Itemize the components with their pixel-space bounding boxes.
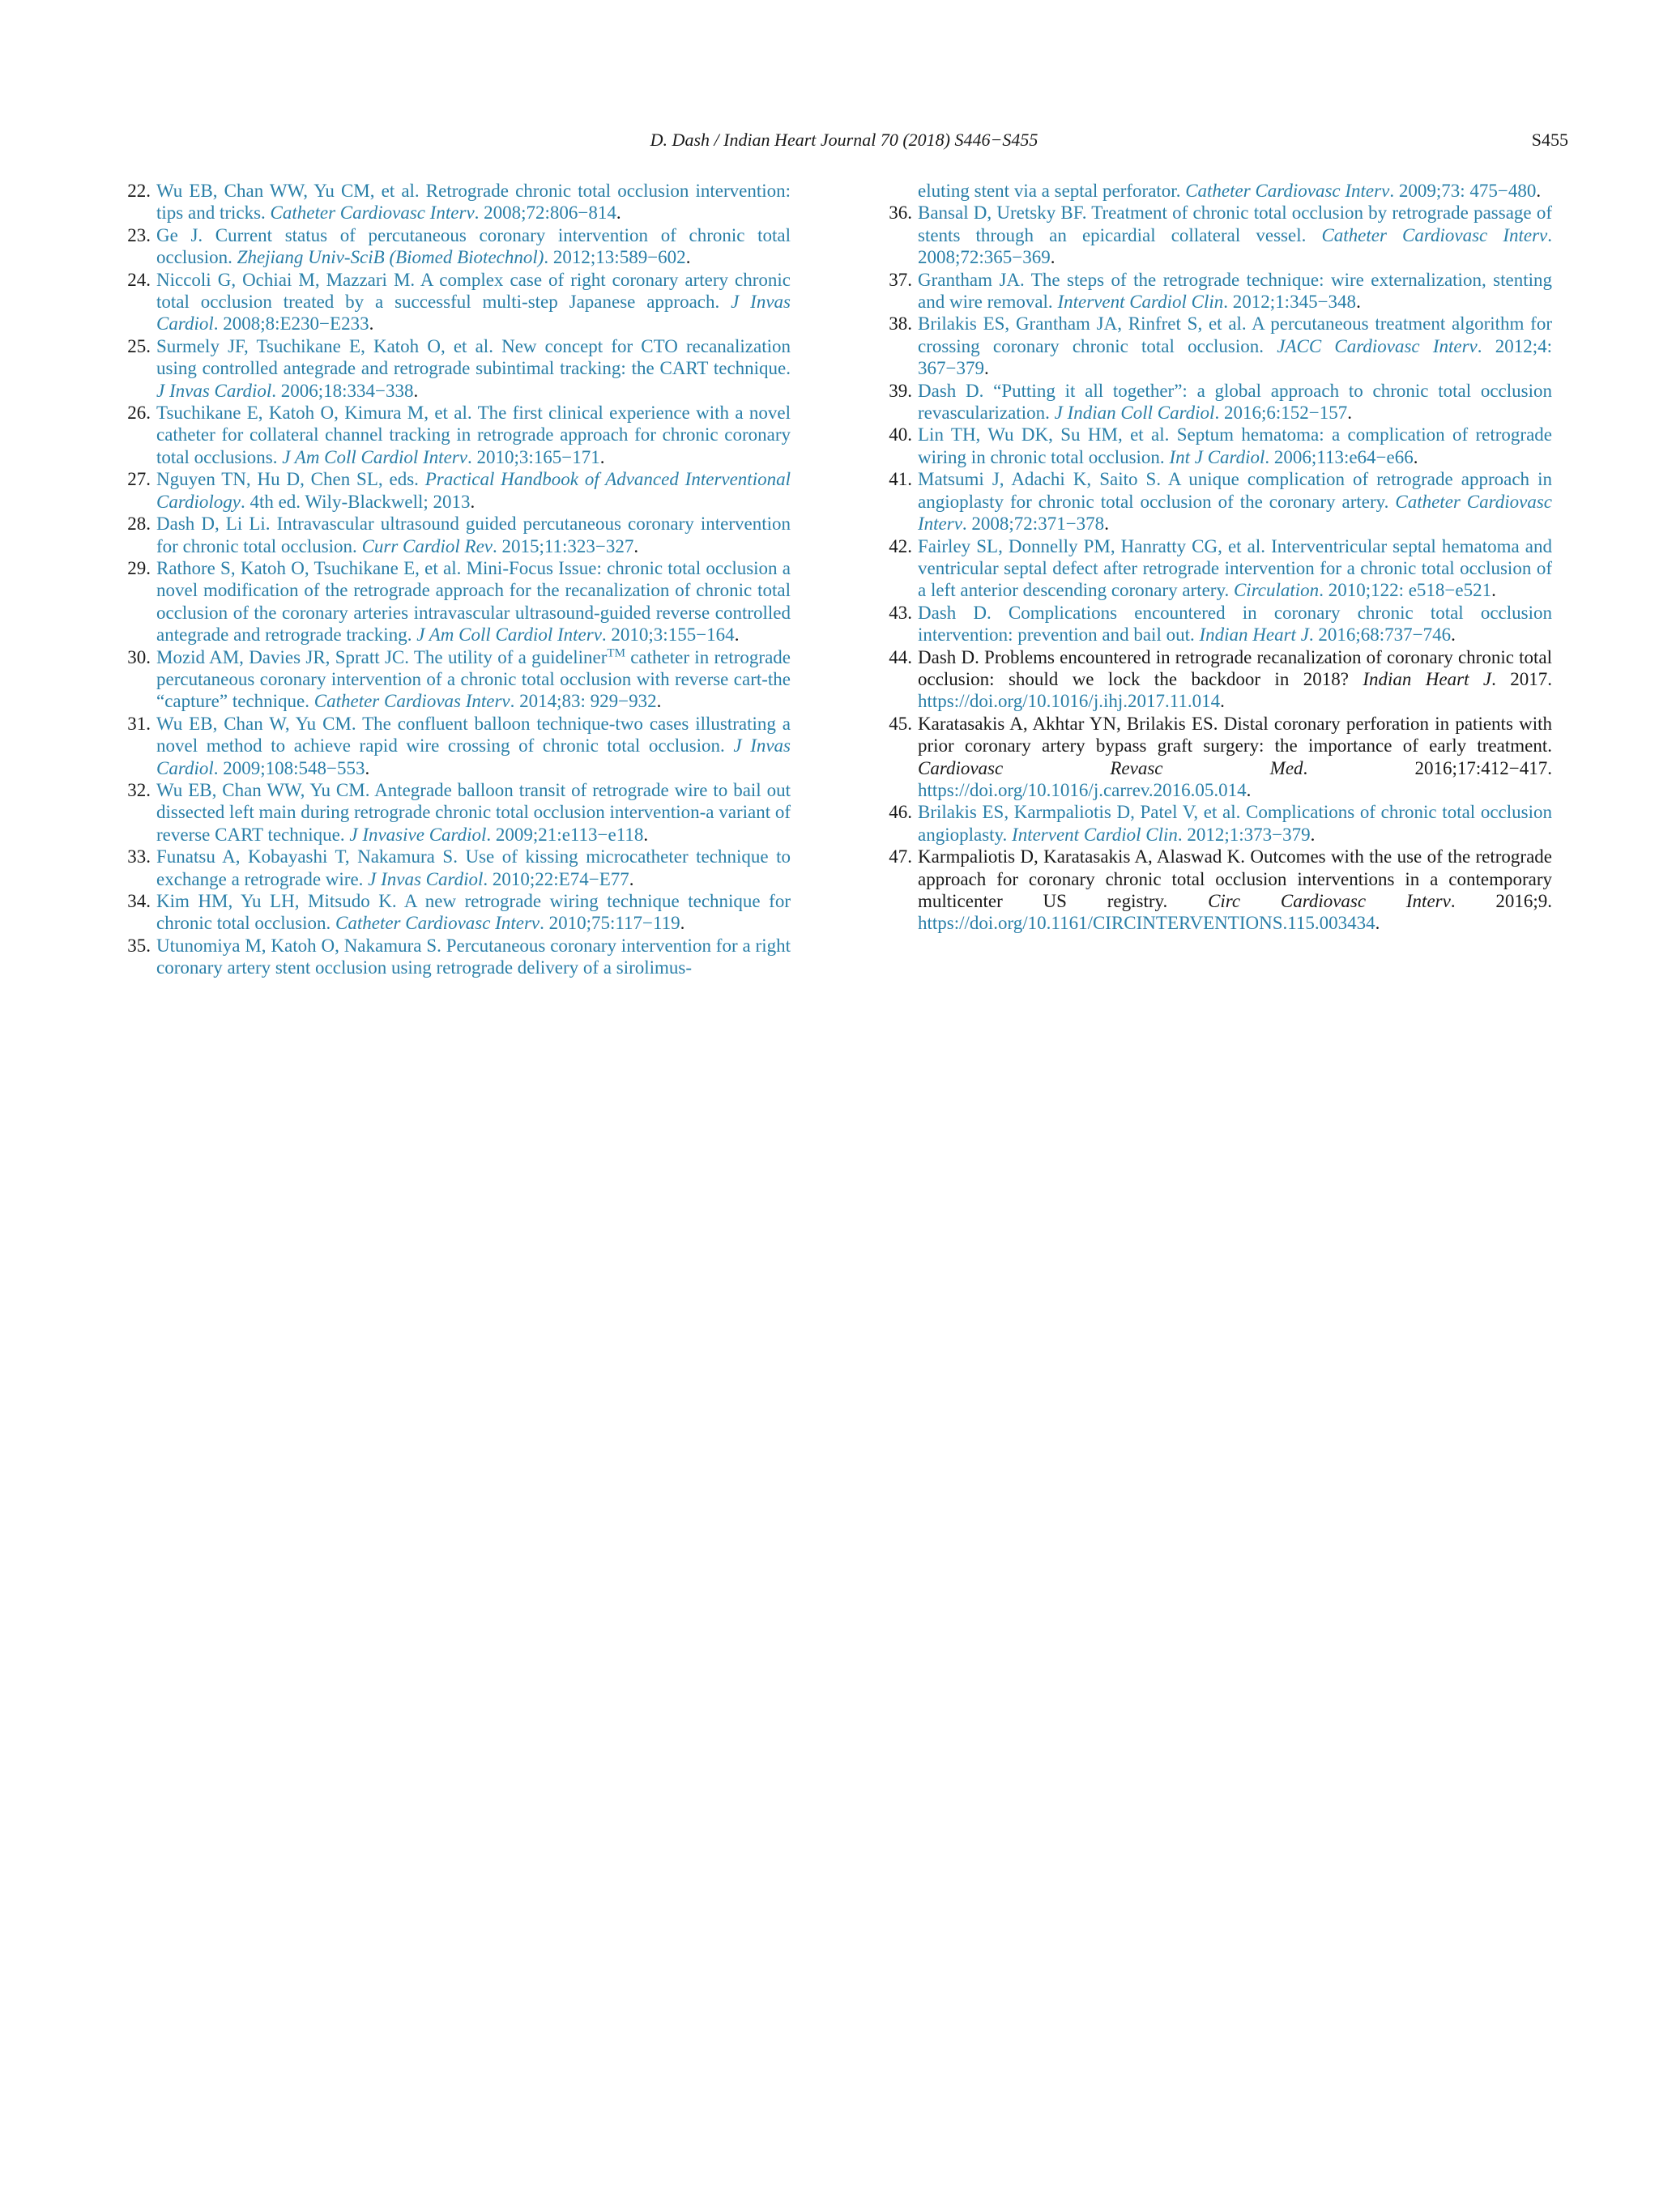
references-left-column: [120, 180, 791, 979]
reference-link-text[interactable]: . 2016;6:152−157: [1214, 403, 1348, 424]
reference-link-text[interactable]: . 2006;18:334−338: [271, 380, 414, 401]
reference-text: .: [599, 446, 605, 467]
reference-item: [881, 180, 1552, 202]
reference-number: 46.: [889, 802, 912, 823]
reference-link-text[interactable]: Catheter Cardiovasc Interv: [270, 202, 475, 224]
reference-link-text[interactable]: J Invas Cardiol: [368, 868, 484, 889]
reference-number: 27.: [127, 469, 151, 490]
reference-text: .: [1050, 247, 1056, 268]
reference-text: .: [1451, 624, 1456, 646]
reference-link-text[interactable]: . 2008;72:365−369: [918, 224, 1552, 268]
reference-link-text[interactable]: Indian Heart J: [1199, 624, 1309, 646]
reference-link-text[interactable]: . 2015;11:323−327: [493, 535, 634, 556]
reference-link-text[interactable]: Curr Cardiol Rev: [361, 535, 493, 556]
reference-number: 40.: [889, 424, 912, 445]
reference-link-text[interactable]: Ge J. Current status of percutaneous coronary intervention of chronic total occlusion.: [156, 224, 791, 268]
reference-link-text[interactable]: . 2008;8:E230−E233: [213, 313, 369, 335]
reference-item: [120, 646, 791, 713]
reference-link-text[interactable]: Wu EB, Chan WW, Yu CM, et al. Retrograde chronic total occlusion intervention: tips and tricks.: [156, 181, 791, 224]
reference-link-text[interactable]: Intervent Cardiol Clin: [1012, 824, 1178, 845]
reference-text: .: [685, 247, 691, 268]
reference-item: [881, 801, 1552, 846]
reference-link-text[interactable]: . 2016;68:737−746: [1308, 624, 1452, 646]
reference-text: .: [629, 868, 634, 889]
reference-link-text[interactable]: . 2010;3:165−171: [467, 446, 600, 467]
reference-text: .: [983, 358, 989, 379]
reference-link-text[interactable]: . 2012;1:373−379: [1177, 824, 1311, 845]
reference-item: [120, 468, 791, 513]
reference-link-text[interactable]: Rathore S, Katoh O, Tsuchikane E, et al. Mini-Focus Issue: chronic total occlusion a novel modification of the retrograde approach for the recanalization of chronic total occlusion of the coronary arteries intravascular ultrasound-guided reverse controlled antegrade and retrograde tracking.: [156, 557, 791, 646]
reference-link-text[interactable]: https://doi.org/10.1016/j.ihj.2017.11.014: [918, 691, 1221, 712]
reference-item: [120, 779, 791, 846]
reference-link-text[interactable]: J Invas Cardiol: [156, 735, 791, 778]
reference-text: .: [1536, 181, 1542, 201]
reference-item: [120, 224, 791, 269]
reference-link-text[interactable]: Dash D. “Putting it all together”: a global approach to chronic total occlusion revascularization.: [918, 380, 1552, 424]
reference-link-text[interactable]: . 2008;72:371−378: [962, 514, 1105, 535]
reference-text: .: [1310, 824, 1316, 845]
reference-link-text[interactable]: Dash D, Li Li. Intravascular ultrasound guided percutaneous coronary intervention for chronic total occlusion.: [156, 514, 791, 556]
reference-link-text[interactable]: JACC Cardiovasc Interv: [1277, 335, 1478, 356]
reference-link-text[interactable]: Kim HM, Yu LH, Mitsudo K. A new retrograde wiring technique technique for chronic total occlusion.: [156, 891, 791, 934]
reference-link-text[interactable]: . 2014;83: 929−932: [510, 691, 657, 712]
reference-number: 38.: [889, 313, 912, 335]
reference-number: 22.: [127, 181, 151, 201]
reference-item: [881, 202, 1552, 268]
reference-text: Indian Heart J: [1363, 668, 1492, 689]
reference-link-text[interactable]: . 2012;4: 367−379: [918, 335, 1553, 379]
reference-text: .: [1347, 403, 1352, 424]
running-header: [120, 130, 1568, 159]
reference-link-text[interactable]: . 2006;113:e64−e66: [1265, 446, 1414, 467]
reference-number: 26.: [127, 403, 151, 424]
reference-link-text[interactable]: Bansal D, Uretsky BF. Treatment of chronic total occlusion by retrograde passage of stents through an epicardial collateral vessel.: [918, 202, 1552, 245]
reference-number: 29.: [127, 557, 151, 578]
reference-number: 24.: [127, 269, 151, 290]
reference-number: 36.: [889, 202, 912, 224]
reference-text: .: [369, 313, 374, 335]
reference-link-text[interactable]: . 2009;21:e113−e118: [486, 824, 644, 845]
reference-text: . 2016;9.: [1450, 891, 1553, 911]
reference-item: [881, 380, 1552, 424]
reference-item: [120, 402, 791, 468]
reference-item: [120, 846, 791, 890]
reference-text: .: [734, 624, 740, 646]
reference-text: .: [413, 380, 419, 401]
reference-number: 33.: [127, 846, 151, 867]
reference-link-text[interactable]: Surmely JF, Tsuchikane E, Katoh O, et al. New concept for CTO recanalization using controlled antegrade and retrograde subintimal tracking: the CART technique.: [156, 335, 791, 379]
reference-item: [120, 180, 791, 224]
reference-link-text[interactable]: Catheter Cardiovasc Interv: [335, 913, 540, 934]
reference-link-text[interactable]: . 2009;73: 475−480: [1389, 181, 1537, 201]
reference-item: [120, 513, 791, 557]
reference-item: [120, 890, 791, 935]
reference-text: .: [1491, 580, 1496, 601]
reference-link-text[interactable]: Wu EB, Chan WW, Yu CM. Antegrade balloon transit of retrograde wire to bail out dissected left main during retrograde chronic total occlusion intervention-a variant of reverse CART technique.: [156, 779, 791, 845]
reference-text: .: [680, 913, 685, 934]
reference-number: 42.: [889, 535, 912, 556]
reference-number: 35.: [127, 935, 151, 956]
reference-link-text[interactable]: eluting stent via a septal perforator.: [918, 181, 1186, 201]
reference-text: .: [1104, 514, 1109, 535]
reference-item: [881, 846, 1552, 935]
reference-link-text[interactable]: Dash D. Complications encountered in coronary chronic total occlusion intervention: prevention and bail out.: [918, 602, 1552, 646]
reference-link-text[interactable]: Catheter Cardiovasc Interv: [918, 491, 1553, 535]
reference-text: Dash D. Problems encountered in retrograde recanalization of coronary chronic total occlusion: should we lock the backdoor in 2018?: [918, 646, 1552, 689]
reference-text: .: [656, 691, 662, 712]
reference-text: .: [1356, 292, 1361, 313]
reference-link-text[interactable]: J Invas Cardiol: [156, 380, 272, 401]
reference-link-text[interactable]: J Am Coll Cardiol Interv: [416, 624, 602, 646]
reference-number: 32.: [127, 779, 151, 800]
reference-item: [881, 535, 1552, 602]
reference-number: 34.: [127, 891, 151, 911]
journal-citation: D. Dash / Indian Heart Journal 70 (2018) S446−S455: [650, 130, 1038, 150]
reference-item: [881, 646, 1552, 713]
reference-text: Karatasakis A, Akhtar YN, Brilakis ES. Distal coronary perforation in patients with prior coronary artery bypass graft surgery: the importance of early treatment.: [918, 713, 1552, 757]
reference-number: 25.: [127, 335, 151, 356]
reference-link-text[interactable]: . 2010;122: e518−e521: [1319, 580, 1492, 601]
reference-link-text[interactable]: Mozid AM, Davies JR, Spratt JC. The utility of a guideliner: [156, 646, 608, 667]
reference-number: 37.: [889, 269, 912, 290]
references-right-column: [881, 180, 1552, 935]
reference-link-text[interactable]: Practical Handbook of Advanced Interventional Cardiology: [156, 469, 791, 512]
page-number: S455: [1531, 130, 1568, 150]
reference-link-text[interactable]: Int J Cardiol: [1169, 446, 1265, 467]
reference-text: .: [1246, 779, 1252, 800]
reference-link-text[interactable]: Grantham JA. The steps of the retrograde technique: wire externalization, stenting and wire removal.: [918, 269, 1552, 313]
reference-link-text[interactable]: Nguyen TN, Hu D, Chen SL, eds.: [156, 469, 425, 490]
reference-link-text[interactable]: . 2012;13:589−602: [544, 247, 686, 268]
reference-link-text[interactable]: . 2009;108:548−553: [213, 757, 365, 778]
reference-link-text[interactable]: . 2010;75:117−119: [539, 913, 680, 934]
reference-number: 23.: [127, 224, 151, 245]
reference-item: [881, 602, 1552, 646]
reference-link-text[interactable]: Catheter Cardiovasc Interv: [1321, 224, 1548, 245]
reference-item: [120, 335, 791, 402]
reference-link-text[interactable]: . 2010;22:E74−E77: [483, 868, 629, 889]
reference-link-text[interactable]: J Am Coll Cardiol Interv: [282, 446, 467, 467]
reference-text: .: [633, 535, 639, 556]
reference-item: [881, 424, 1552, 468]
reference-number: 30.: [127, 646, 151, 667]
reference-link-text[interactable]: catheter in retrograde percutaneous coronary intervention of a chronic total occlusion with reverse cart-the “capture” technique.: [156, 646, 791, 712]
reference-link-text[interactable]: . 2008;72:806−814: [474, 202, 616, 224]
reference-link-text[interactable]: https://doi.org/10.1016/j.carrev.2016.05.014: [918, 779, 1247, 800]
reference-text: .: [643, 824, 649, 845]
reference-item: [881, 713, 1552, 802]
reference-number: 31.: [127, 713, 151, 734]
reference-text: Cardiovasc Revasc Med: [918, 757, 1303, 778]
reference-link-text[interactable]: J Invas Cardiol: [156, 292, 791, 335]
reference-link-text[interactable]: Catheter Cardiovasc Interv: [1185, 181, 1390, 201]
reference-item: [881, 468, 1552, 535]
reference-number: 44.: [889, 646, 912, 667]
reference-item: [120, 557, 791, 646]
reference-number: 45.: [889, 713, 912, 734]
reference-link-text[interactable]: J Indian Coll Cardiol: [1054, 403, 1215, 424]
reference-link-text[interactable]: Circulation: [1233, 580, 1320, 601]
reference-link-text[interactable]: J Invasive Cardiol: [349, 824, 487, 845]
reference-item: [120, 269, 791, 335]
reference-text: . 2017.: [1491, 668, 1553, 689]
reference-text: Circ Cardiovasc Interv: [1208, 891, 1451, 911]
reference-link-text[interactable]: Niccoli G, Ochiai M, Mazzari M. A complex case of right coronary artery chronic total occlusion treated by a successful multi-step Japanese approach.: [156, 269, 791, 313]
reference-text: . 2016;17:412−417.: [1303, 757, 1552, 778]
reference-number: 41.: [889, 469, 912, 490]
reference-link-text[interactable]: https://doi.org/10.1161/CIRCINTERVENTIONS.115.003434: [918, 913, 1375, 934]
reference-text: .: [1220, 691, 1225, 712]
reference-link-text[interactable]: Fairley SL, Donnelly PM, Hanratty CG, et al. Interventricular septal hematoma and ventricular septal defect after retrograde intervention for a chronic total occlusion of a left anterior descending coronary artery.: [918, 535, 1552, 601]
reference-item: [881, 313, 1552, 379]
reference-text: Karmpaliotis D, Karatasakis A, Alaswad K. Outcomes with the use of the retrograde approach for coronary chronic total occlusion interventions in a contemporary multicenter US registry.: [918, 846, 1552, 911]
reference-number: 43.: [889, 602, 912, 623]
reference-link-text[interactable]: Zhejiang Univ-SciB (Biomed Biotechnol): [237, 247, 544, 268]
reference-link-text[interactable]: . 2012;1:345−348: [1223, 292, 1357, 313]
reference-number: 39.: [889, 380, 912, 401]
reference-link-text[interactable]: Tsuchikane E, Katoh O, Kimura M, et al. The first clinical experience with a novel catheter for collateral channel tracking in retrograde approach for chronic coronary total occlusions.: [156, 403, 791, 467]
reference-link-text[interactable]: . 2010;3:155−164: [601, 624, 735, 646]
reference-text: .: [1413, 446, 1418, 467]
reference-text: .: [1375, 913, 1380, 934]
reference-link-text[interactable]: Catheter Cardiovas Interv: [313, 691, 510, 712]
reference-item: [120, 713, 791, 779]
reference-link-text[interactable]: . 4th ed. Wily-Blackwell; 2013: [240, 491, 471, 512]
reference-link-text[interactable]: Brilakis ES, Karmpaliotis D, Patel V, et al. Complications of chronic total occlusion angioplasty.: [918, 802, 1552, 845]
reference-number: 47.: [889, 846, 912, 867]
reference-link-text[interactable]: Lin TH, Wu DK, Su HM, et al. Septum hematoma: a complication of retrograde wiring in chronic total occlusion.: [918, 424, 1552, 467]
reference-link-text[interactable]: Utunomiya M, Katoh O, Nakamura S. Percutaneous coronary intervention for a right coronary artery stent occlusion using retrograde delivery of a sirolimus-: [156, 935, 791, 978]
reference-link-text[interactable]: Intervent Cardiol Clin: [1057, 292, 1224, 313]
reference-link-text[interactable]: Matsumi J, Adachi K, Saito S. A unique complication of retrograde approach in angioplasty for chronic total occlusion of the coronary artery.: [918, 469, 1552, 512]
reference-text: .: [616, 202, 621, 224]
reference-text: .: [365, 757, 370, 778]
reference-link-text[interactable]: Funatsu A, Kobayashi T, Nakamura S. Use of kissing microcatheter technique to exchange a retrograde wire.: [156, 846, 791, 889]
reference-text: .: [470, 491, 476, 512]
reference-number: 28.: [127, 514, 151, 535]
reference-item: [120, 935, 791, 979]
reference-link-text[interactable]: Wu EB, Chan W, Yu CM. The confluent balloon technique-two cases illustrating a novel method to achieve rapid wire crossing of chronic total occlusion.: [156, 713, 791, 757]
reference-link-text[interactable]: Brilakis ES, Grantham JA, Rinfret S, et al. A percutaneous treatment algorithm for crossing coronary chronic total occlusion.: [918, 313, 1552, 356]
reference-item: [881, 269, 1552, 313]
reference-link-text[interactable]: TM: [607, 646, 625, 659]
